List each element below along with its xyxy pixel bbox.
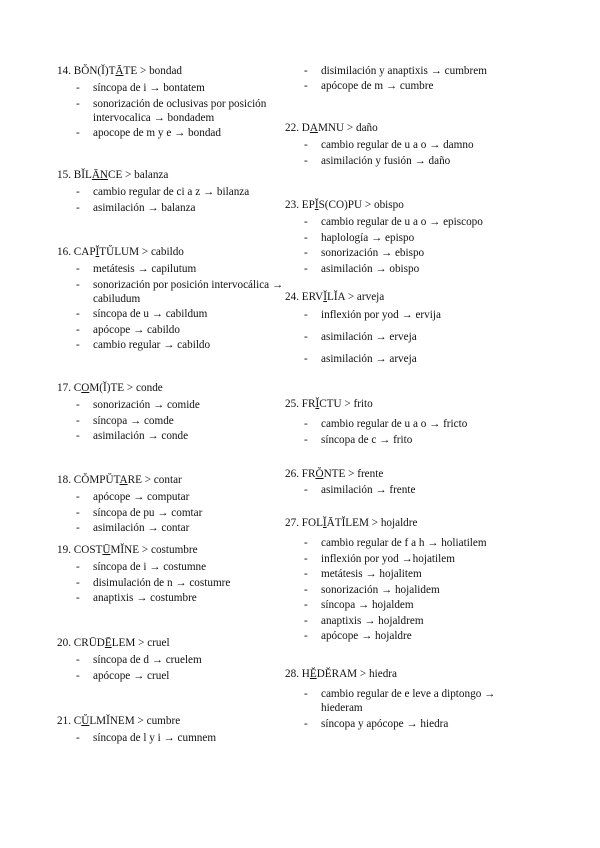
step-list [57, 262, 285, 352]
entry-title: 26. FRŎNTE > frente [285, 468, 384, 480]
entry-28 [285, 667, 535, 731]
list-item: - cambio regular de f a h → holiatilem [285, 536, 535, 550]
list-item: - sonorización → hojalidem [285, 583, 535, 597]
entry-title: 14. BŎN(Ĭ)TĀTE > bondad [57, 65, 183, 77]
entry-title: 16. CAPĬTŬLUM > cabildo [57, 246, 184, 258]
list-item: - asimilación → frente [285, 483, 535, 497]
list-item: - metátesis → capilutum [57, 262, 285, 276]
list-item: - cambio regular de u a o → episcopo [285, 215, 535, 229]
list-item: - apócope de m → cumbre [285, 79, 535, 93]
step-list [285, 64, 535, 94]
entry-26 [285, 467, 535, 497]
step-list [57, 398, 285, 443]
entry-title: 17. COM(Ĭ)TE > conde [57, 382, 163, 394]
step-list [285, 483, 535, 497]
list-item: - cambio regular de u a o → fricto [285, 417, 535, 431]
entry-title: 19. COSTŪMĬNE > costumbre [57, 544, 198, 556]
entry-title: 23. EPĬS(CO)PU > obispo [285, 199, 404, 211]
list-item: - anaptixis → costumbre [57, 591, 285, 605]
list-item: - síncopa y apócope → hiedra [285, 717, 535, 731]
step-list [285, 687, 535, 731]
step-list [285, 215, 535, 276]
step-list [285, 536, 535, 643]
list-item: - apócope → cabildo [57, 323, 285, 337]
step-list [285, 417, 535, 447]
entry-20 [57, 636, 285, 683]
list-item: - haplología → epispo [285, 231, 535, 245]
entry-title: 25. FRĬCTU > frito [285, 398, 373, 410]
entry-27 [285, 516, 535, 643]
entry-title: 18. CŎMPŬTARE > contar [57, 474, 182, 486]
entry-title: 28. HĔDĔRAM > hiedra [285, 668, 397, 680]
list-item: - metátesis → hojalitem [285, 567, 535, 581]
step-list [57, 731, 285, 745]
step-list [57, 81, 285, 140]
list-item: - disimulación de n → costumre [57, 576, 285, 590]
step-list [57, 560, 285, 605]
list-item: - inflexión por yod → ervija [285, 308, 535, 322]
list-item: - síncopa de i → costumne [57, 560, 285, 574]
list-item: - síncopa de u → cabildum [57, 307, 285, 321]
list-item: - síncopa → comde [57, 414, 285, 428]
entry-18 [57, 473, 285, 535]
list-item: - síncopa de c → frito [285, 433, 535, 447]
list-item: - síncopa de l y i → cumnem [57, 731, 285, 745]
list-item: - asimilación → conde [57, 429, 285, 443]
list-item: - asimilación → arveja [285, 352, 535, 366]
list-item: - asimilación → erveja [285, 330, 535, 344]
list-item: - apócope → cruel [57, 669, 285, 683]
list-item: - sonorización → comide [57, 398, 285, 412]
step-list [285, 308, 535, 366]
list-item: - sonorización de oclusivas por posición intervocalica → bondadem [57, 97, 285, 125]
entry-24 [285, 290, 535, 366]
entry-15 [57, 168, 285, 215]
entry-title: 24. ERVĬLĬA > arveja [285, 291, 385, 303]
list-item: - disimilación y anaptixis → cumbrem [285, 64, 535, 78]
entry-title: 22. DAMNU > daño [285, 122, 378, 134]
list-item: - anaptixis → hojaldrem [285, 614, 535, 628]
list-item: - asimilación → balanza [57, 201, 285, 215]
entry-21 [57, 714, 285, 745]
entry-22 [285, 121, 535, 168]
list-item: - cambio regular de u a o → damno [285, 138, 535, 152]
list-item: - cambio regular → cabildo [57, 338, 285, 352]
entry-25 [285, 397, 535, 447]
list-item: - apocope de m y e → bondad [57, 126, 285, 140]
list-item: - síncopa de d → cruelem [57, 653, 285, 667]
step-list [57, 490, 285, 535]
entry-17 [57, 381, 285, 443]
list-item: - cambio regular de e leve a diptongo → hiederam [285, 687, 535, 715]
list-item: - cambio regular de ci a z → bilanza [57, 185, 285, 199]
list-item: - sonorización por posición intervocálica → cabiludum [57, 278, 285, 306]
step-list [57, 185, 285, 215]
entry-16 [57, 245, 285, 352]
list-item: - síncopa de i → bontatem [57, 81, 285, 95]
entry-title: 27. FOLĬĀTĬLEM > hojaldre [285, 517, 418, 529]
step-list [285, 138, 535, 168]
list-item: - sonorización → ebispo [285, 246, 535, 260]
list-item: - apócope → hojaldre [285, 629, 535, 643]
entry-14 [57, 64, 285, 140]
list-item: - apócope → computar [57, 490, 285, 504]
entry-21-continued [285, 62, 535, 93]
entry-title: 15. BĬLĀNCE > balanza [57, 169, 169, 181]
entry-23 [285, 198, 535, 276]
list-item: - síncopa → hojaldem [285, 598, 535, 612]
entry-title: 20. CRŪDĒLEM > cruel [57, 637, 170, 649]
entry-19 [57, 543, 285, 605]
list-item: - asimilación → obispo [285, 262, 535, 276]
list-item: - inflexión por yod →hojatilem [285, 552, 535, 566]
list-item: - asimilación y fusión → daño [285, 154, 535, 168]
step-list [57, 653, 285, 683]
list-item: - síncopa de pu → comtar [57, 506, 285, 520]
list-item: - asimilación → contar [57, 521, 285, 535]
entry-title: 21. CŬLMĬNEM > cumbre [57, 715, 181, 727]
